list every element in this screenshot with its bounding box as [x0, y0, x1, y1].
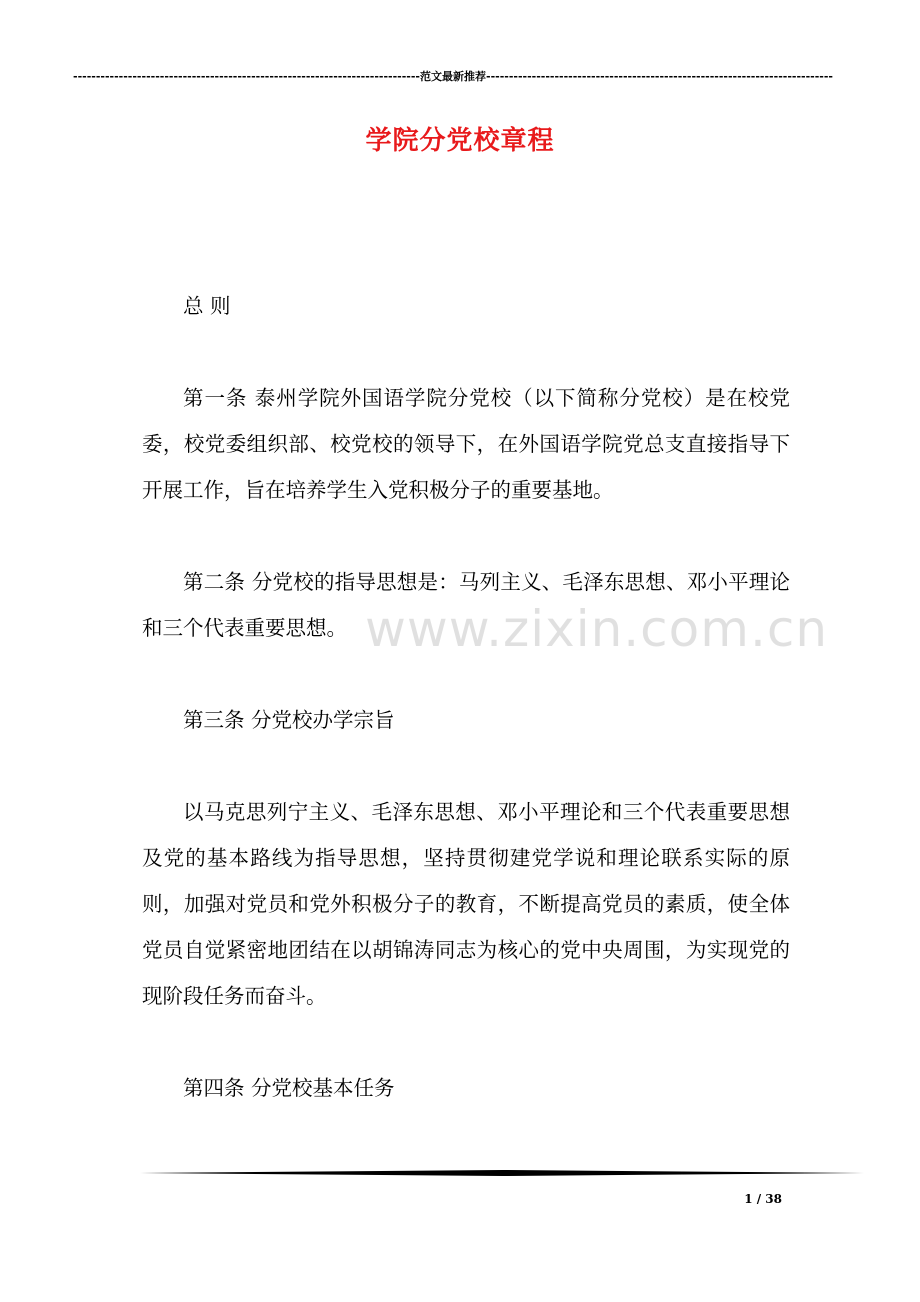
header-label: 范文最新推荐	[420, 70, 486, 83]
paragraph-gap	[142, 1019, 790, 1065]
paragraph-gap	[142, 651, 790, 697]
article-2: 第二条 分党校的指导思想是：马列主义、毛泽东思想、邓小平理论和三个代表重要思想。	[142, 570, 790, 640]
section-heading-general: 总 则	[183, 294, 231, 318]
header-dashes-left: ----------------------------------------------------------------------------	[73, 69, 420, 83]
footer-rule	[140, 1170, 864, 1176]
document-title: 学院分党校章程	[365, 126, 555, 156]
document-body	[142, 283, 790, 1111]
article-4-heading: 第四条 分党校基本任务	[183, 1076, 395, 1100]
article-1: 第一条 泰州学院外国语学院分党校（以下简称分党校）是在校党委，校党委组织部、校党校的领导下，在外国语学院党总支直接指导下开展工作，旨在培养学生入党积极分子的重要基地。	[142, 386, 790, 502]
page-number: 1 / 38	[744, 1192, 782, 1206]
watermark-text: www.zixin.com.cn	[365, 600, 829, 658]
paragraph-gap	[142, 329, 790, 375]
article-3-heading: 第三条 分党校办学宗旨	[183, 708, 395, 732]
paragraph-gap	[142, 743, 790, 789]
header-dashes-right: ----------------------------------------------------------------------------	[486, 69, 833, 83]
article-3-body: 以马克思列宁主义、毛泽东思想、邓小平理论和三个代表重要思想及党的基本路线为指导思想，坚持贯彻建党学说和理论联系实际的原则，加强对党员和党外积极分子的教育，不断提高党员的素质，使全体党员自觉紧密地团结在以胡锦涛同志为核心的党中央周围，为实现党的现阶段任务而奋斗。	[142, 800, 790, 1008]
paragraph-gap	[142, 513, 790, 559]
page-header	[73, 68, 833, 84]
